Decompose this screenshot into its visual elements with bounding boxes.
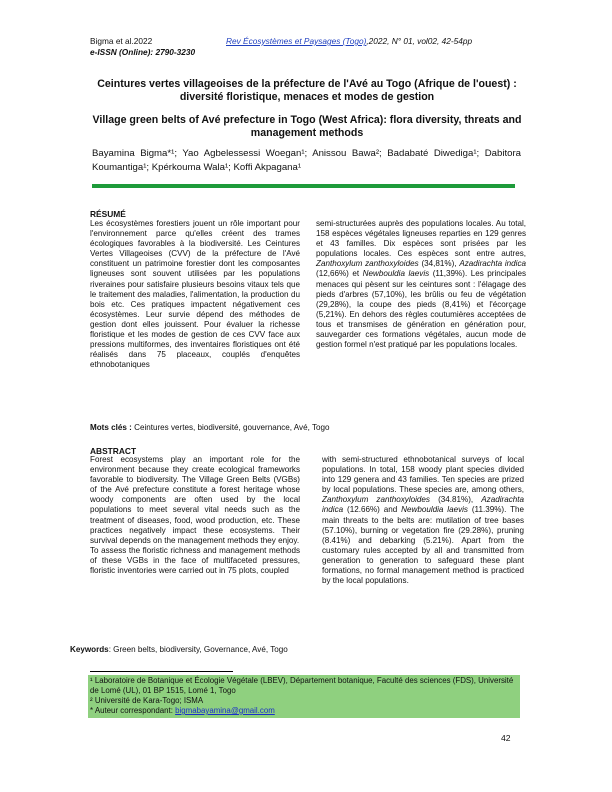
species-name: Zanthoxylum zanthoxyloides [316,259,419,269]
footnote-corresponding: * Auteur correspondant: bigmabayamina@gmail.com [90,706,275,715]
author-list: Bayamina Bigma*¹; Yao Agbelessessi Woegan¹; Anissou Bawa²; Badabaté Diwediga¹; Dabitora Koumantiga¹; Kpérkouma Wala¹; Koffi Akpagana¹ [92,148,521,173]
footnote-separator [90,671,233,672]
citation-text: Bigma et al.2022 [90,36,153,46]
resume-heading: RÉSUMÉ [90,209,126,219]
keywords-text: : Green belts, biodiversity, Governance, Avé, Togo [108,645,288,654]
mots-cles [90,423,330,433]
species-name: Azadirachta indica [459,259,527,269]
issn-text: e-ISSN (Online): 2790-3230 [90,46,196,57]
footnote-affiliation-2: ² Université de Kara-Togo; ISMA [90,696,204,705]
title-english: Village green belts of Avé prefecture in Togo (West Africa): flora diversity, threats and management methods [92,114,522,139]
email-link[interactable]: bigmabayamina@gmail.com [175,706,275,715]
section-divider [92,184,515,188]
resume-paragraph: Les écosystèmes forestiers jouent un rôle important pour l'environnement parce qu'elles créent des trames écologiques favorables à la biodiversité. Les Ceintures Vertes Villageoises (CVV) de la préfecture de l'Avé constituent un patrimoine forestier dont les composantes ligneuses sont souvent utilisées par les populations riveraines pour satisfaire plusieurs besoins vitaux tels que le traitement des maladies, l'alimentation, la production du bois etc. Ces pratiques impactent négativement ces écosystèmes. Leur survie dépend des méthodes de gestion dont elles jouissent. Pour évaluer la richesse floristique et les modes de gestion de ces CVV face aux pressions multiformes, des inventaires floristiques ont été réalisés dans 75 placeaux, couplés d'enquêtes ethnobotaniques [90,219,300,370]
species-name: Zanthoxylum zanthoxyloides [322,495,430,505]
keywords [70,645,288,655]
abstract-column-2 [322,455,524,586]
resume-paragraph-continued: semi-structurées auprès des populations locales. Au total, 158 espèces végétales ligneuses reparties en 129 genres et 43 familles. Dix espèces sont prisées par les populations locales. Ces espèces sont entre autres, Zanthoxylum zanthoxyloides (34,81%), Azadirachta indica (12,66%) et Newbouldia laevis (11,39%). Les principales menaces qui pèsent sur les ceintures sont : l'élagage des pieds d'arbres (57,10%), les brûlis ou feu de végétation (29,28%), la coupe des pieds (8,41%) et l'écorçage (5,21%). En dehors des règles coutumières acceptées de tous et transmises de génération en génération pour, sauvegarder ces formations végétales, aucun mode de gestion formel n'est pratiqué par les populations locales. [316,219,527,350]
title-french: Ceintures vertes villageoises de la préfecture de l'Avé au Togo (Afrique de l'ouest) : diversité floristique, menaces et modes de gestion [97,78,517,103]
mots-cles-label: Mots clés : [90,423,132,432]
resume-column-2 [316,219,526,350]
abstract-paragraph-1: Forest ecosystems play an important role for the environment because they create ecological frameworks favorable to biodiversity. The Village Green Belts (VGBs) of the Avé prefecture constitute a forest heritage whose woody components are often used by the local populations to meet several vital needs such as the treatment of diseases, food, wood production, etc. These practices negatively impact these ecosystems. Their survival depends on the management methods they enjoy. [90,455,300,545]
volume-info: ,2022, N° 01, vol02, 42-54pp [366,36,473,46]
running-header-left [90,36,195,57]
footnote-affiliation-1: ¹ Laboratoire de Botanique et Écologie Végétale (LBEV), Département botanique, Faculté des sciences (FDS), Université de Lomé (UL), 01 BP 1515, Lomé 1, Togo [90,676,514,695]
abstract-heading: ABSTRACT [90,446,137,456]
mots-cles-text: Ceintures vertes, biodiversité, gouvernance, Avé, Togo [134,423,330,432]
page-number: 42 [501,733,511,743]
abstract-column-1 [90,455,300,576]
species-name: Newbouldia laevis [401,505,468,515]
running-header-right [226,36,472,47]
journal-link[interactable]: Rev Écosystèmes et Paysages (Togo) [226,36,367,46]
abstract-paragraph-continued: with semi-structured ethnobotanical surveys of local populations. In total, 158 woody plant species divided into 129 genera and 43 families. Ten species are prized by local populations. These species are, among others, Zanthoxylum zanthoxyloides (34.81%), Azadirachta indica (12.66%) and Newbouldia laevis (11.39%). The main threats to the belts are: mutilation of tree bases (57.10%), burning or vegetation fire (29.28%), pruning (8.41%) and debarking (5.21%). Apart from the customary rules accepted by all and transmitted from generation to generation to safeguard these plant formations, no formal management method is practiced by the local populations. [322,455,525,586]
species-name: Newbouldia laevis [362,269,430,279]
abstract-paragraph-2: To assess the floristic richness and management methods of these VGBs in the face of multifaceted pressures, floristic inventories were carried out in 75 plots, coupled [90,545,300,576]
species-name: Azadirachta indica [322,495,524,515]
resume-column-1 [90,219,300,370]
keywords-label: Keywords [70,645,109,654]
footnote-box [88,675,520,718]
